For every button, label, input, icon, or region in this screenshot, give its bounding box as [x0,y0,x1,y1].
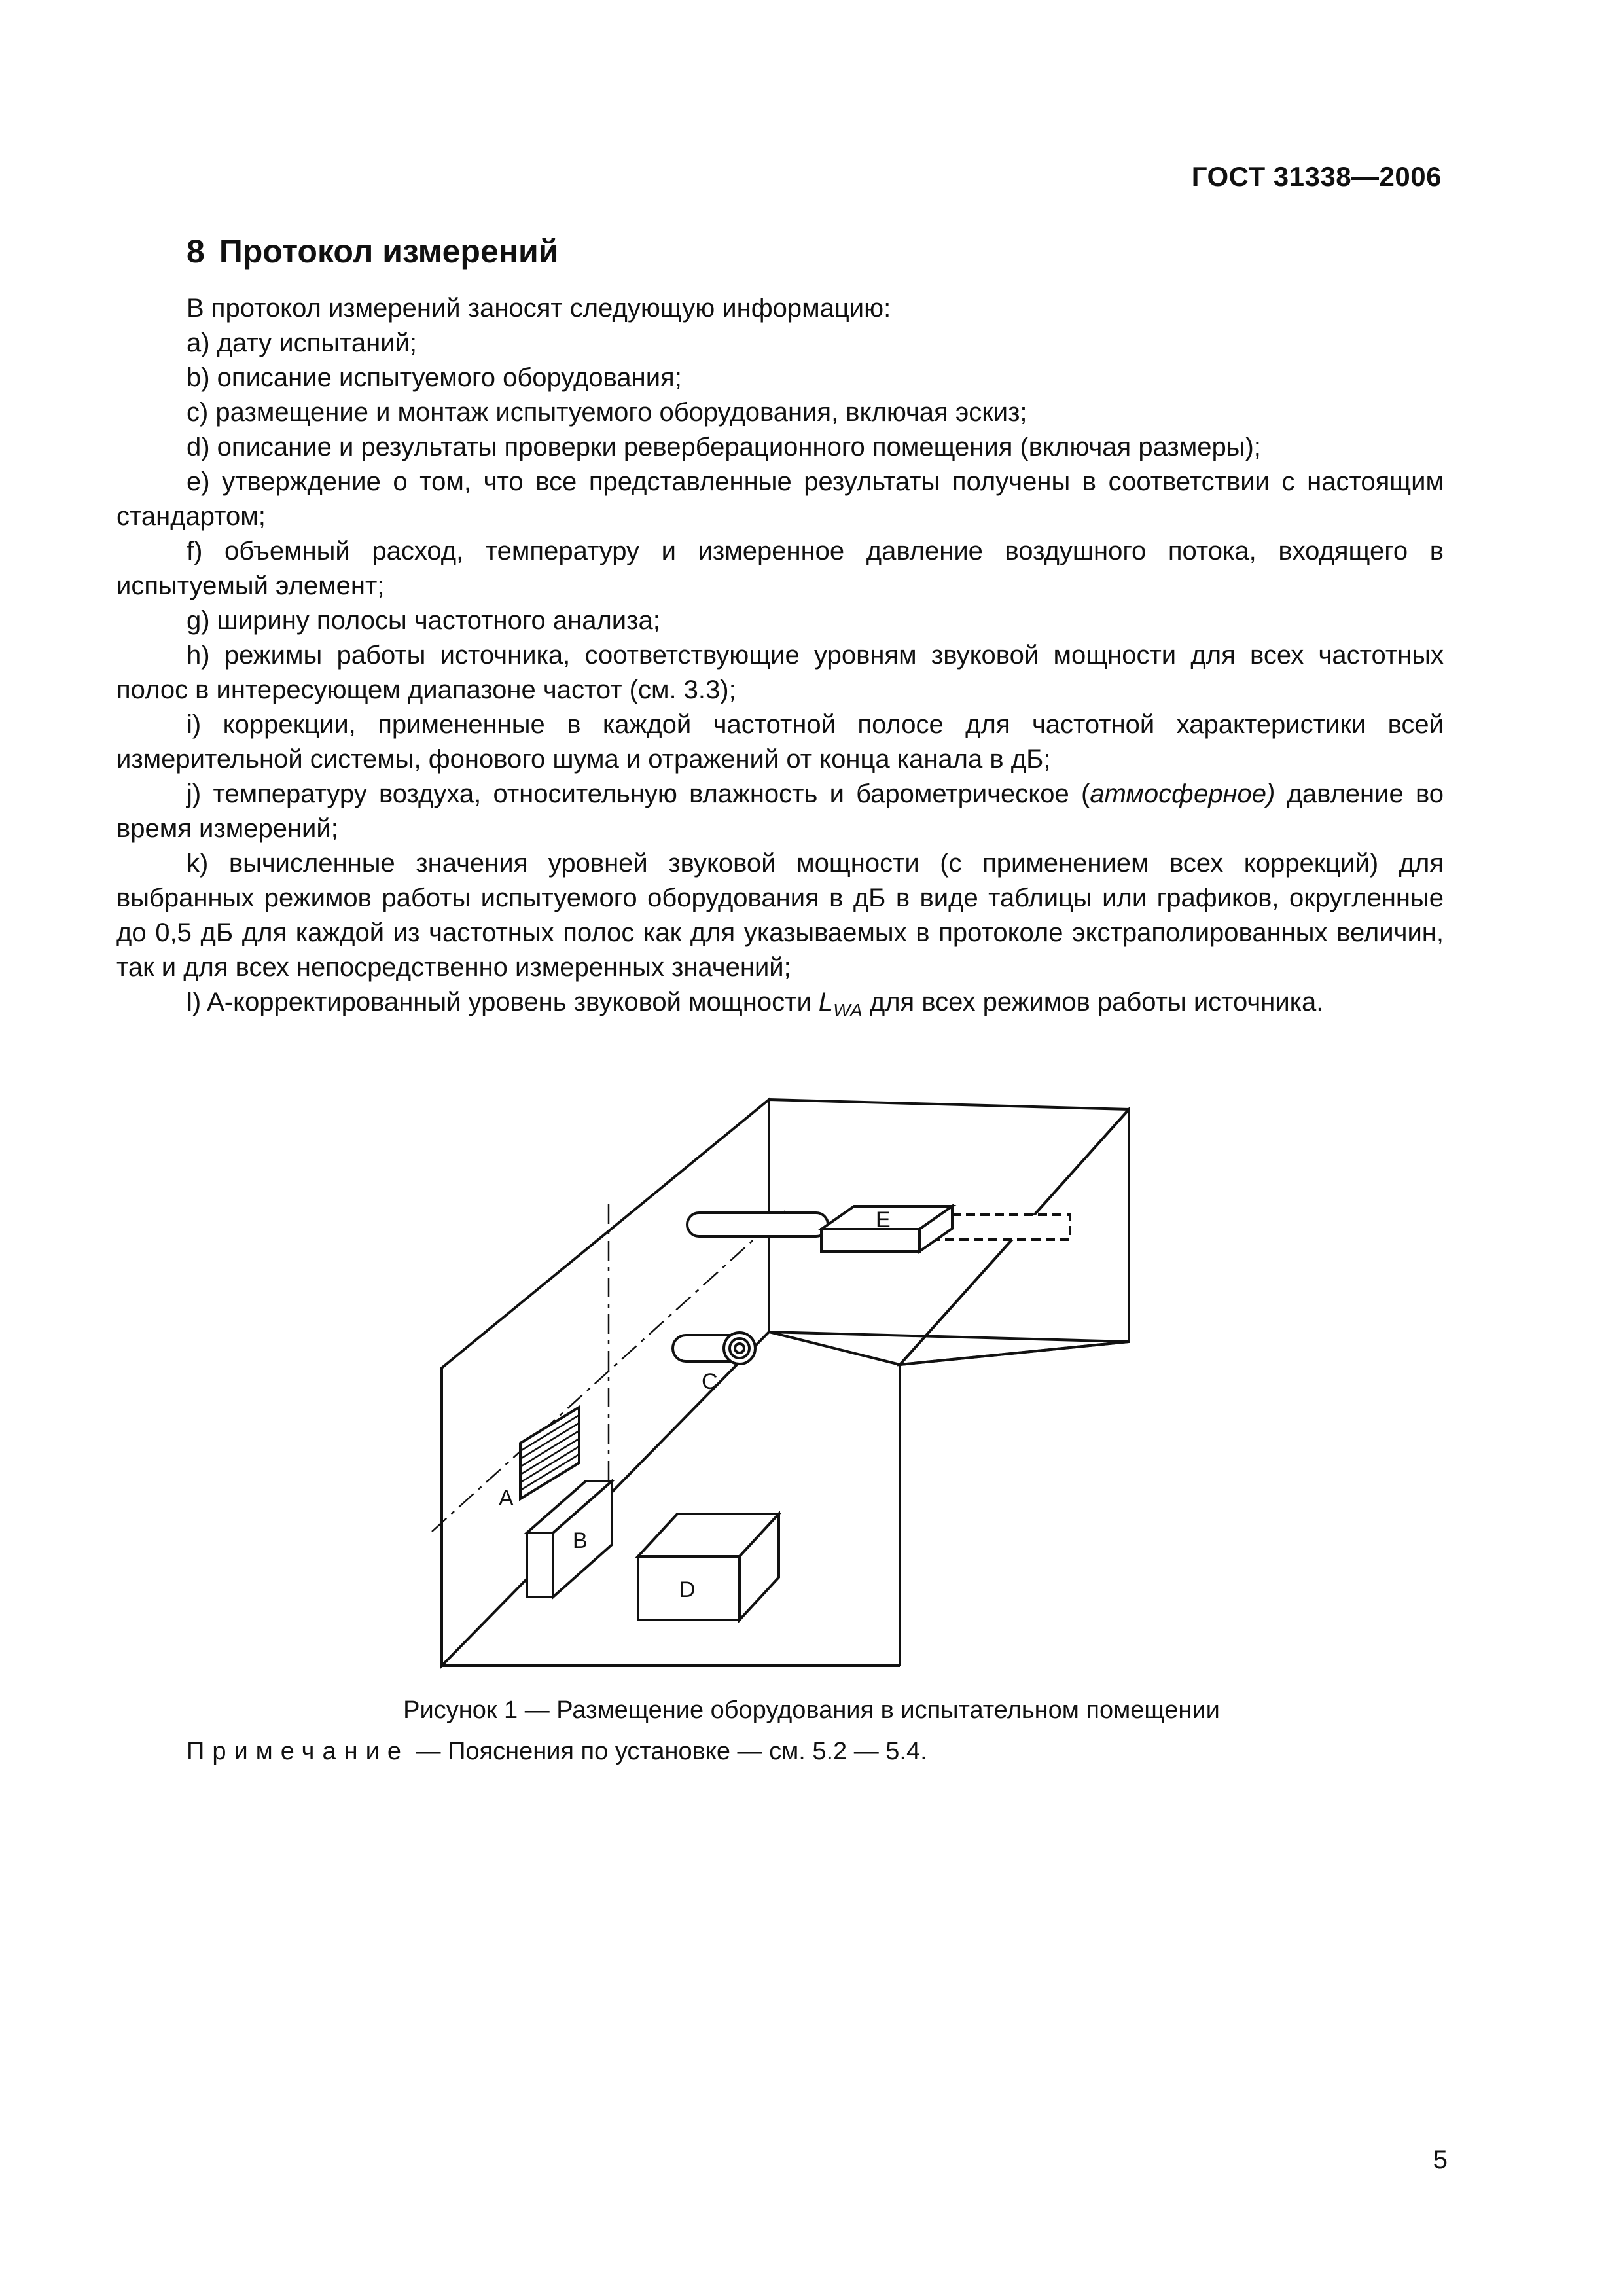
list-item-g: g) ширину полосы частотного анализа; [187,606,660,635]
list-item-e: e) утверждение о том, что все представленные результаты получены в соответствии с настоящим стандартом; [116,467,1444,531]
intro-paragraph: В протокол измерений заносят следующую информацию: [187,294,891,323]
note-text: — Пояснения по установке — см. 5.2 — 5.4. [408,1738,927,1765]
opening-c-inner [735,1344,744,1353]
list-item-l: l) A-корректированный уровень звуковой мощности $L_{WA}$ для всех режимов работы источника. [187,988,1324,1020]
duct-left [687,1213,828,1236]
figure-caption: Рисунок 1 — Размещение оборудования в испытательном помещении [403,1696,1220,1724]
label-e: E [876,1208,891,1232]
element-e-front [821,1229,919,1251]
element-d [638,1514,779,1620]
italic-term: атмосферное) [1090,780,1275,808]
page-number: 5 [1433,2145,1448,2174]
label-c: C [702,1369,718,1394]
list-item-b: b) описание испытуемого оборудования; [187,363,682,392]
figure-note [187,1738,927,1766]
label-b: B [573,1528,588,1553]
note-label: Примечание [187,1738,409,1765]
section-number: 8 [187,233,205,270]
box-b-front [527,1533,553,1597]
label-d: D [679,1577,696,1602]
list-item-a: a) дату испытаний; [187,329,418,357]
list-item-d: d) описание и результаты проверки реверберационного помещения (включая размеры); [187,433,1261,461]
section-title-text: Протокол измерений [219,233,559,270]
list-item-i: i) коррекции, примененные в каждой частотной полосе для частотной характеристики всей измерительной системы, фонового шума и отражений от конца канала в дБ; [116,710,1444,774]
list-item-f: f) объемный расход, температуру и измеренное давление воздушного потока, входящего в испытуемый элемент; [116,537,1444,600]
label-a: A [499,1486,514,1511]
list-item-h: h) режимы работы источника, соответствующие уровням звуковой мощности для всех частотных полос в интересующем диапазоне частот (см. 3.3); [116,641,1444,704]
floor-back-edge [769,1332,900,1365]
symbol-l: L [818,988,834,1016]
list-item-j: j) температуру воздуха, относительную влажность и барометрическое (атмосферное) давление во время измерений; [116,780,1444,843]
symbol-subscript: WA [833,1000,863,1020]
list-item-k: k) вычисленные значения уровней звуковой мощности (с применением всех коррекций) для выбранных режимов работы испытуемого оборудования в дБ в виде таблицы или графиков, округленные до 0,5 дБ для каждой из частотных полос как для указываемых в протоколе экстраполированных величин, так и для всех непосредственно измеренных значений; [116,849,1444,982]
document-code: ГОСТ 31338—2006 [1191,161,1442,192]
list-item-c: c) размещение и монтаж испытуемого оборудования, включая эскиз; [187,398,1027,427]
